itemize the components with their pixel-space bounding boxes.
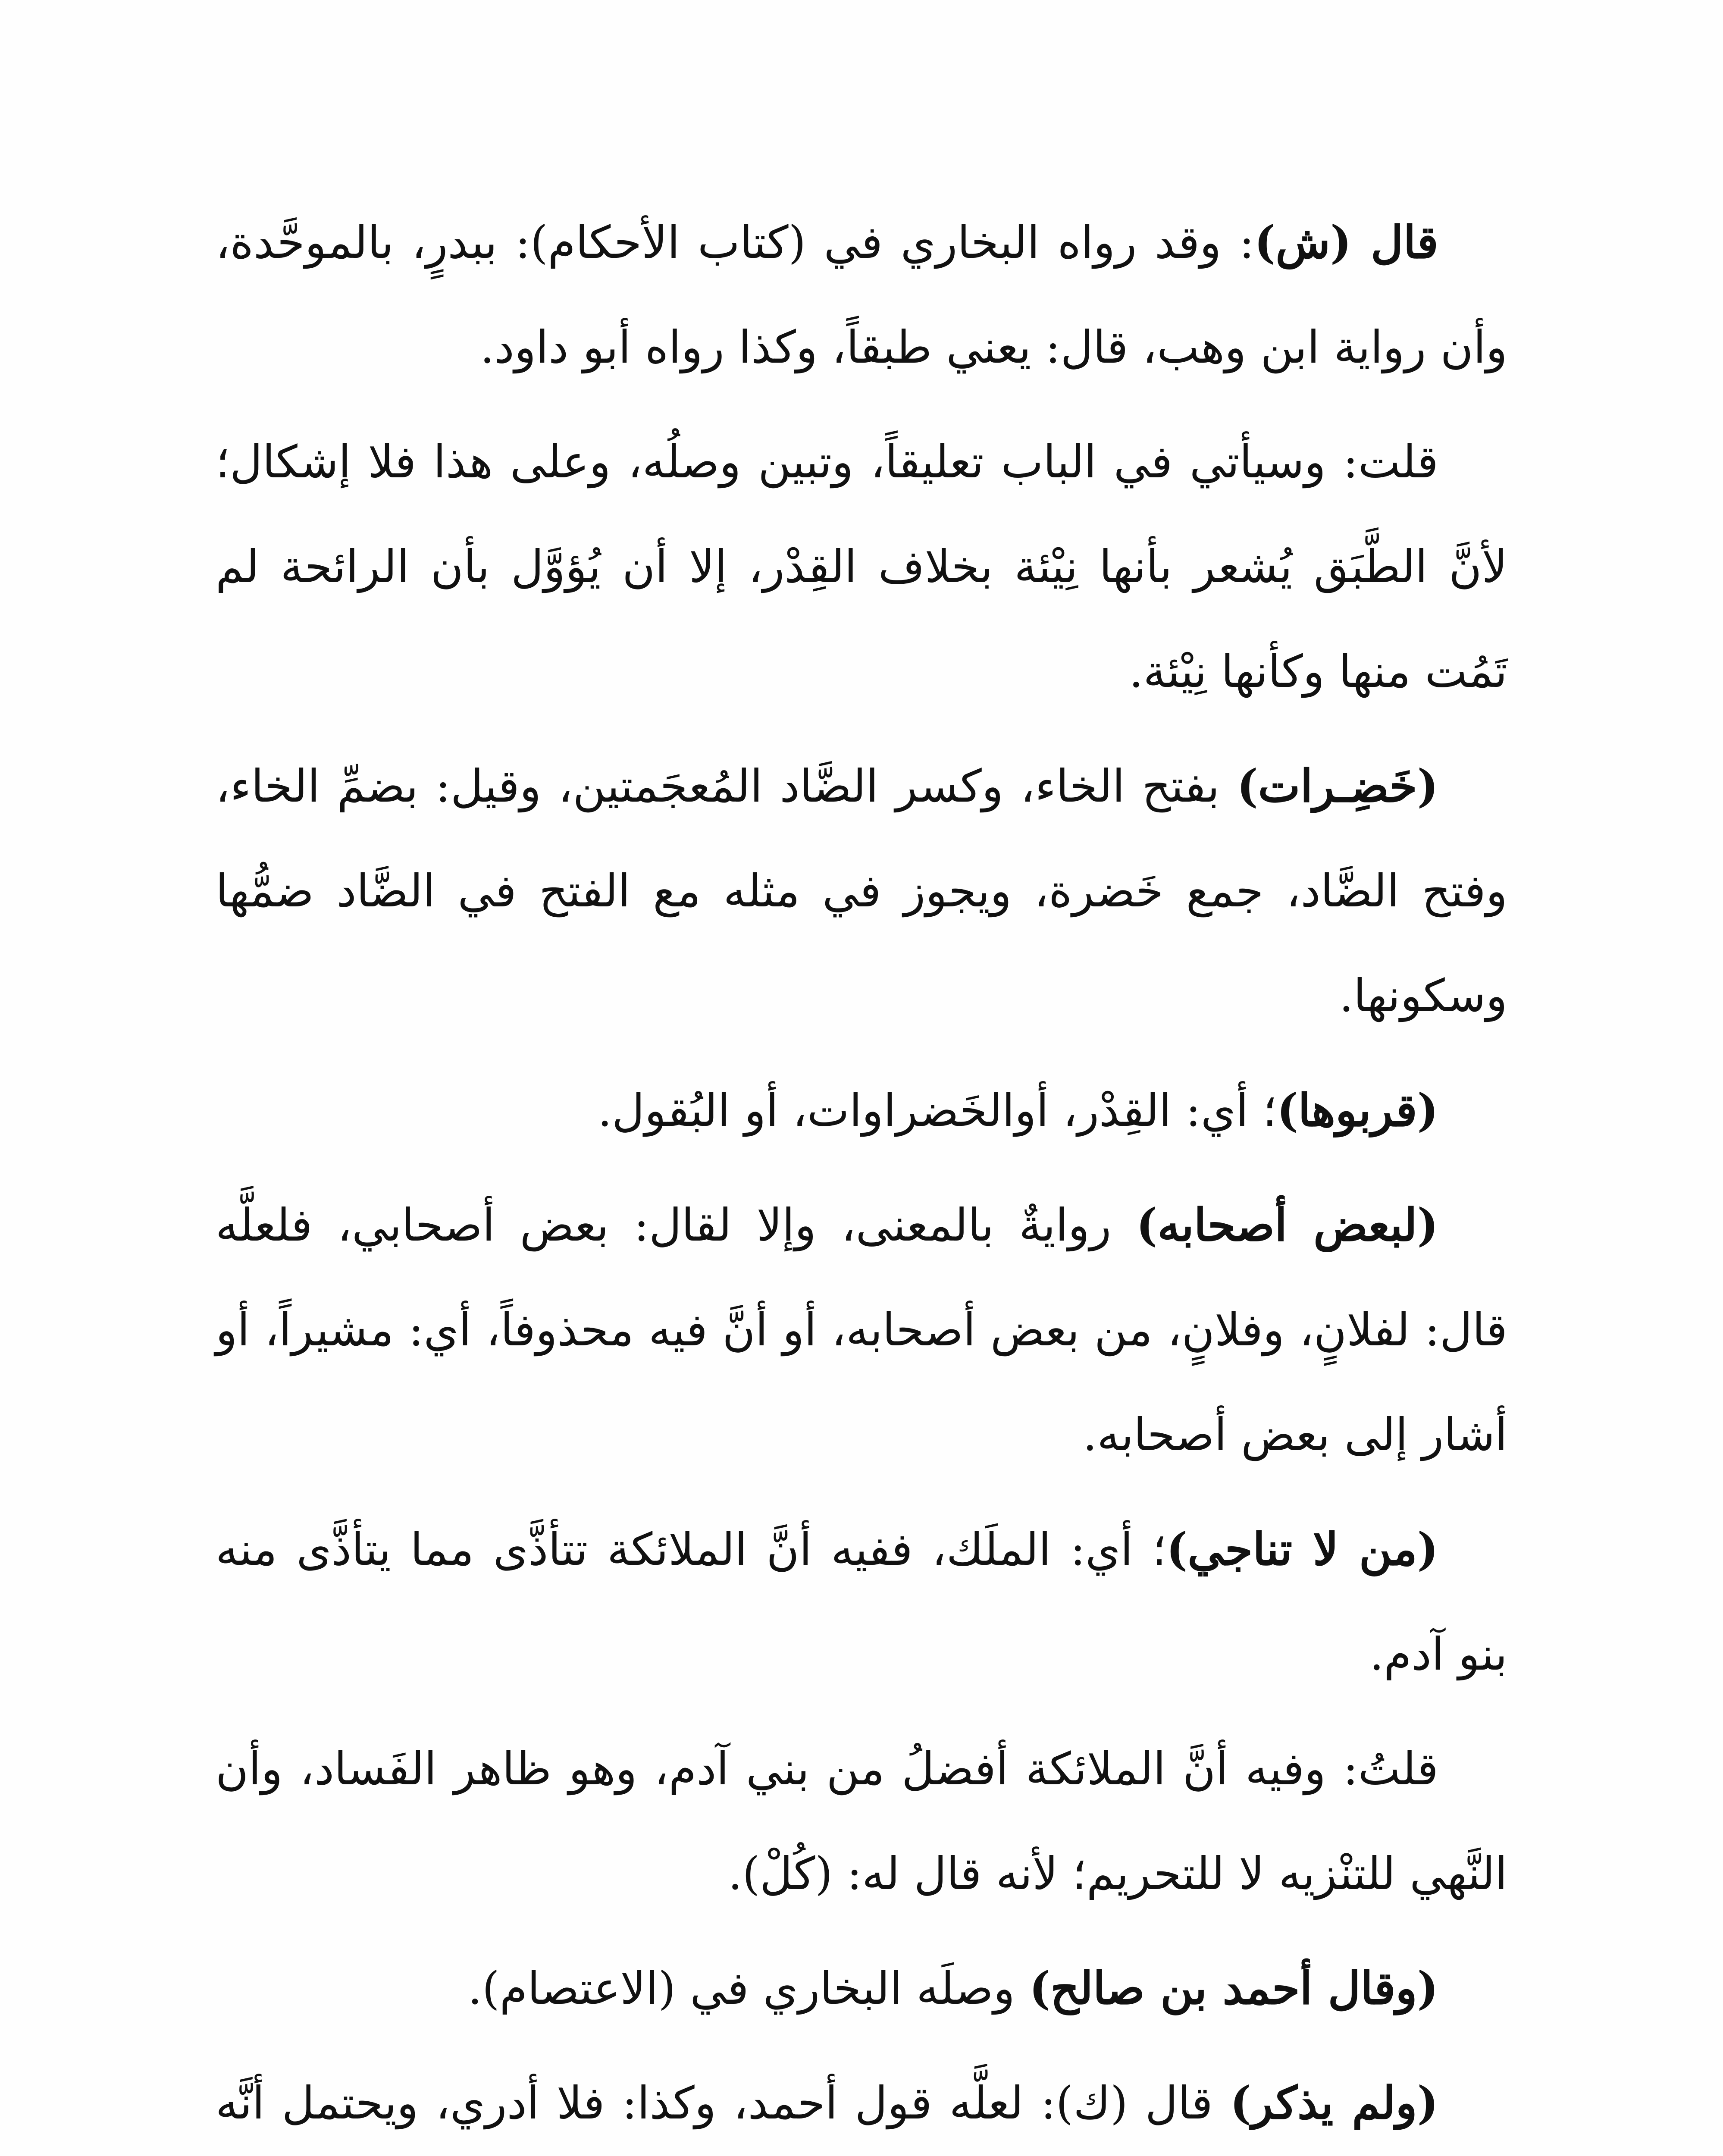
paragraph-text: بفتح الخاء، وكسر الضَّاد المُعجَمتين، وقيل: بضمِّ الخاء، وفتح الضَّاد، جمع خَضرة، ويجوز في مثله مع الفتح في الضَّاد ضمُّها وسكونها.: [216, 760, 1507, 1022]
paragraph: [216, 733, 1507, 1048]
paragraph-term: (من لا تناجي): [1166, 1523, 1438, 1576]
paragraph-text: قلتُ: وفيه أنَّ الملائكة أفضلُ من بني آدم، وهو ظاهر الفَساد، وأن النَّهي للتنْزيه لا للتحريم؛ لأنه قال له: (كُلْ).: [216, 1742, 1507, 1900]
paragraph-term: (لبعض أصحابه): [1136, 1198, 1439, 1251]
paragraph: [216, 1497, 1507, 1707]
paragraph-term: (وقال أحمد بن صالح): [1029, 1962, 1438, 2015]
paragraph-text: روايةٌ بالمعنى، وإلا لقال: بعض أصحابي، فلعلَّه قال: لفلانٍ، وفلانٍ، من بعض أصحابه، أو أنَّ فيه محذوفاً، أي: مشيراً، أو أشار إلى بعض أصحابه.: [216, 1199, 1507, 1461]
paragraph: [216, 1936, 1507, 2041]
paragraph: [216, 1716, 1507, 1926]
paragraph-text: ؛ أي: الملَك، ففيه أنَّ الملائكة تتأذَّى مما يتأذَّى منه بنو آدم.: [216, 1523, 1507, 1680]
paragraph: [216, 1172, 1507, 1487]
paragraph: [216, 1058, 1507, 1163]
paragraph-text: قلت: وسيأتي في الباب تعليقاً، وتبين وصلُه، وعلى هذا فلا إشكال؛ لأنَّ الطَّبَق يُشعر بأنها نِيْئة بخلاف القِدْر، إلا أن يُؤوَّل بأن الرائحة لم تَمُت منها وكأنها نِيْئة.: [216, 436, 1507, 698]
paragraph: [216, 409, 1507, 724]
paragraph-text: وصلَه البخاري في (الاعتصام).: [468, 1962, 1029, 2015]
paragraph-term: قال (ش): [1254, 216, 1438, 269]
paragraph-term: (قربوها): [1277, 1084, 1438, 1137]
paragraph-text: قال (ك): لعلَّه قول أحمد، وكذا: فلا أدري، ويحتمل أنَّه: [216, 2077, 1213, 2129]
paragraph-term: (ولم يذكر): [1230, 2076, 1438, 2129]
paragraph: [216, 2050, 1507, 2156]
commentary-text: [216, 190, 1507, 2156]
paragraph-term: (خَضِـرات): [1237, 759, 1438, 812]
paragraph: [216, 190, 1507, 400]
paragraph-text: ؛ أي: القِدْر، أوالخَضراوات، أو البُقول.: [598, 1084, 1277, 1137]
paragraph-text: : وقد رواه البخاري في (كتاب الأحكام): ببدرٍ، بالموحَّدة، وأن رواية ابن وهب، قال: يعني طبقاً، وكذا رواه أبو داود.: [216, 216, 1507, 373]
